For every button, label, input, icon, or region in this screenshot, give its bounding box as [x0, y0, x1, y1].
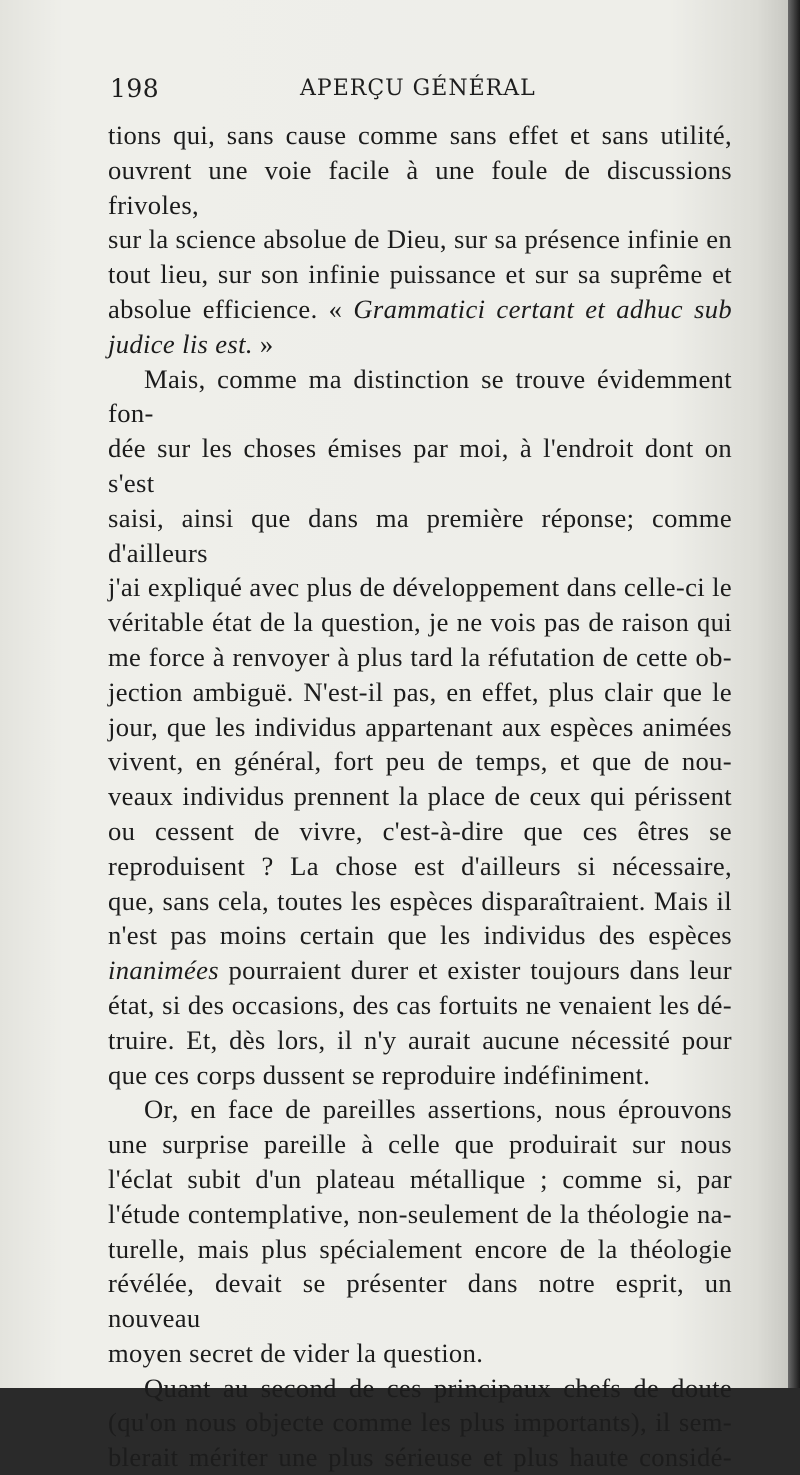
text-line: ouvrent une voie facile à une foule de discussions frivoles, [108, 154, 732, 220]
page-header [110, 74, 732, 114]
text-line: reproduisent ? La chose est d'ailleurs si nécessaire, [108, 850, 732, 881]
text-line: l'étude contemplative, non-seulement de la théologie na- [108, 1198, 732, 1229]
text-line: n'est pas moins certain que les individus des espèces [108, 920, 732, 951]
latin-quote-end: judice lis est. [108, 328, 253, 359]
text-line: véritable état de la question, je ne vois pas de raison qui [108, 607, 732, 638]
text-line-quote-end [108, 327, 732, 362]
book-edge-shadow [788, 0, 800, 1388]
text-line: Quant au second de ces principaux chefs de doute [144, 1372, 732, 1403]
text-line: (qu'on nous objecte comme les plus importants), il sem- [108, 1407, 732, 1438]
text-fragment: absolue efficience. « [108, 293, 354, 324]
text-line: j'ai expliqué avec plus de développement dans celle-ci le [108, 572, 732, 603]
text-line: que ces corps dussent se reproduire indéfiniment. [108, 1059, 651, 1090]
page-number: 198 [110, 74, 160, 103]
text-line: vivent, en général, fort peu de temps, et que de nou- [108, 746, 732, 777]
text-line: une surprise pareille à celle que produirait sur nous [108, 1129, 732, 1160]
text-line: l'éclat subit d'un plateau métallique ; comme si, par [108, 1163, 732, 1194]
text-line: dée sur les choses émises par moi, à l'endroit dont on s'est [108, 433, 732, 498]
italic-word: inanimées [108, 955, 219, 986]
text-line: tions qui, sans cause comme sans effet et sans utilité, [108, 120, 732, 150]
text-fragment: » [252, 328, 274, 359]
text-fragment: pourraient durer et exister toujours dans leur [218, 955, 732, 986]
text-line-with-italic [108, 953, 732, 988]
text-line: état, si des occasions, des cas fortuits ne venaient les dé- [108, 989, 732, 1020]
text-line: saisi, ainsi que dans ma première réponse; comme d'ailleurs [108, 502, 732, 568]
text-line: blerait mériter une plus sérieuse et plus haute considé- [108, 1442, 732, 1473]
text-line: ou cessent de vivre, c'est-à-dire que ces êtres se [108, 815, 732, 846]
text-line: que, sans cela, toutes les espèces disparaîtraient. Mais il [108, 885, 732, 916]
text-line: sur la science absolue de Dieu, sur sa présence infinie en [108, 224, 732, 255]
text-line: truire. Et, dès lors, il n'y aurait aucune nécessité pour [108, 1024, 732, 1055]
text-line-with-quote [108, 292, 732, 327]
text-line: jour, que les individus appartenant aux espèces animées [108, 711, 732, 742]
running-title: APERÇU GÉNÉRAL [300, 76, 536, 101]
text-line: Mais, comme ma distinction se trouve évidemment fon- [108, 363, 732, 429]
text-line: me force à renvoyer à plus tard la réfutation de cette ob- [108, 641, 732, 672]
text-line: veaux individus prennent la place de ceux qui périssent [108, 781, 732, 812]
latin-quote: Grammatici certant et adhuc sub [353, 293, 732, 324]
text-line: Or, en face de pareilles assertions, nous éprouvons [144, 1094, 732, 1125]
text-line: tout lieu, sur son infinie puissance et sur sa suprême et [108, 259, 732, 290]
text-line: révélée, devait se présenter dans notre esprit, un nouveau [108, 1268, 732, 1334]
text-line: jection ambiguë. N'est-il pas, en effet, plus clair que le [108, 676, 732, 707]
text-line: moyen secret de vider la question. [108, 1337, 484, 1368]
body-text [108, 118, 732, 1475]
text-line: turelle, mais plus spécialement encore de la théologie [108, 1233, 732, 1264]
